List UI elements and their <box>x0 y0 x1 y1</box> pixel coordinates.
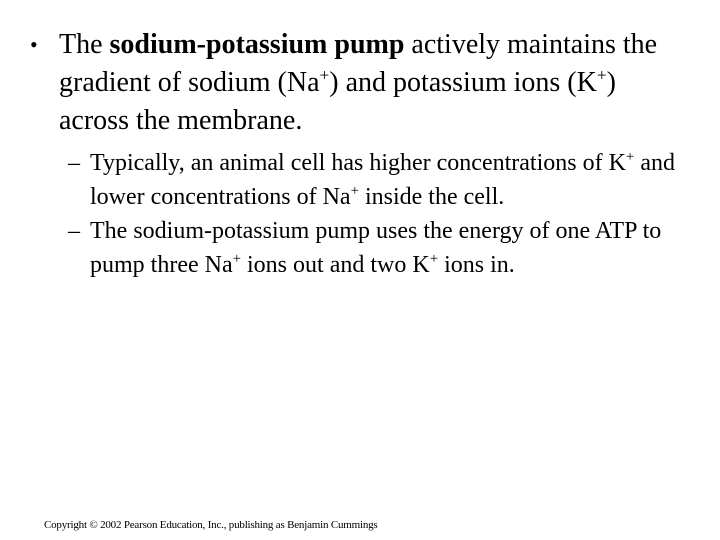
sub-bullet <box>68 146 698 214</box>
copyright-footer: Copyright © 2002 Pearson Education, Inc., publishing as Benjamin Cummings <box>44 519 378 531</box>
main-bullet-text: The sodium-potassium pump actively maintains the gradient of sodium (Na+) and potassium ions (K+) across the membrane. <box>59 29 658 136</box>
main-bullet <box>30 26 670 140</box>
sub-bullet <box>68 214 698 282</box>
bullet-marker: • <box>30 32 38 57</box>
sub-bullet-text: Typically, an animal cell has higher concentrations of K+ and lower concentrations of Na+ inside the cell. <box>90 149 675 210</box>
key-term: sodium-potassium pump <box>109 29 405 60</box>
sub-bullet-text: The sodium-potassium pump uses the energy of one ATP to pump three Na+ ions out and two K+ ions in. <box>90 218 662 278</box>
sub-bullet-marker: – <box>68 150 80 176</box>
sub-bullet-list <box>68 146 698 282</box>
sub-bullet-marker: – <box>68 218 80 244</box>
